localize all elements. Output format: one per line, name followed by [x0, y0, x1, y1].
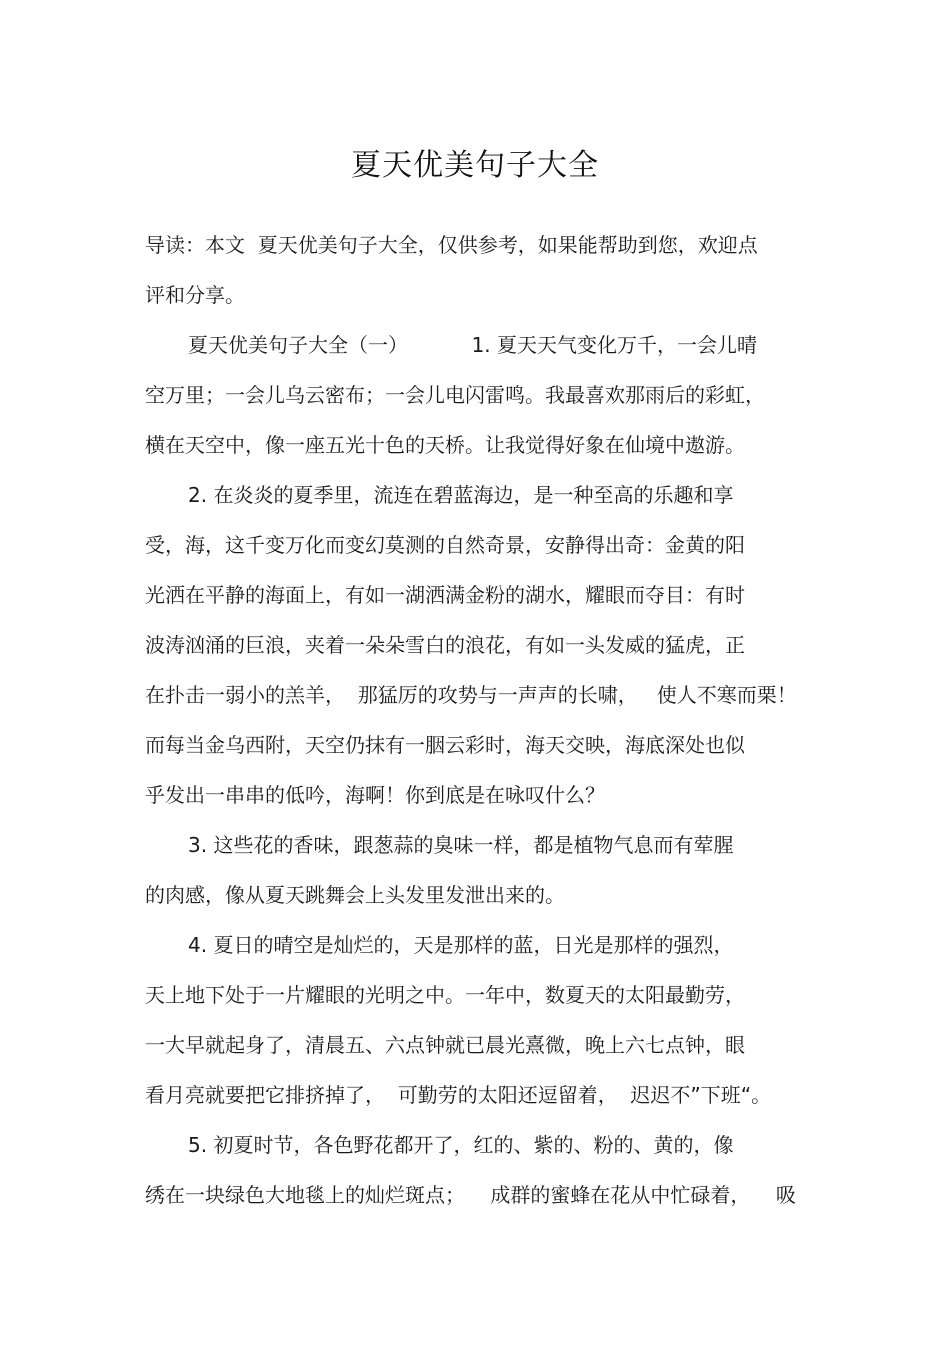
paragraph-line: 乎发出一串串的低吟，海啊！你到底是在咏叹什么？ [145, 783, 605, 807]
paragraph-line: 绣在一块绿色大地毯上的灿烂斑点； 成群的蜜蜂在花从中忙碌着， 吸 [145, 1183, 796, 1207]
paragraph-line: 看月亮就要把它排挤掉了， 可勤劳的太阳还逗留着， 迟迟不”下班“。 [145, 1083, 772, 1107]
paragraph-line: 夏天优美句子大全（一） 1. 夏天天气变化万千，一会儿晴 [188, 333, 758, 357]
paragraph-line: 2. 在炎炎的夏季里，流连在碧蓝海边，是一种至高的乐趣和享 [188, 483, 734, 507]
paragraph-line: 一大早就起身了，清晨五、六点钟就已晨光熹微，晚上六七点钟，眼 [145, 1033, 745, 1057]
paragraph-line: 横在天空中，像一座五光十色的天桥。让我觉得好象在仙境中遨游。 [145, 433, 745, 457]
paragraph-line: 4. 夏日的晴空是灿烂的，天是那样的蓝，日光是那样的强烈， [188, 933, 734, 957]
paragraph-line: 而每当金乌西附，天空仍抹有一胭云彩时，海天交映，海底深处也似 [145, 733, 745, 757]
paragraph-line: 5. 初夏时节，各色野花都开了，红的、紫的、粉的、黄的，像 [188, 1133, 734, 1157]
page-title: 夏天优美句子大全 [351, 148, 599, 183]
paragraph-line: 3. 这些花的香味，跟葱蒜的臭味一样，都是植物气息而有荤腥 [188, 833, 734, 857]
paragraph-line: 光洒在平静的海面上，有如一湖洒满金粉的湖水，耀眼而夺目：有时 [145, 583, 745, 607]
paragraph-line: 在扑击一弱小的羔羊， 那猛厉的攻势与一声声的长啸， 使人不寒而栗！ [145, 683, 797, 707]
paragraph-line: 的肉感，像从夏天跳舞会上头发里发泄出来的。 [145, 883, 565, 907]
paragraph-line: 受，海，这千变万化而变幻莫测的自然奇景，安静得出奇：金黄的阳 [145, 533, 745, 557]
intro-line-1: 导读：本文 夏天优美句子大全，仅供参考，如果能帮助到您，欢迎点 [145, 233, 758, 257]
intro-line-2: 评和分享。 [145, 283, 245, 307]
paragraph-line: 波涛汹涌的巨浪，夹着一朵朵雪白的浪花，有如一头发威的猛虎，正 [145, 633, 745, 657]
paragraph-line: 天上地下处于一片耀眼的光明之中。一年中，数夏天的太阳最勤劳， [145, 983, 745, 1007]
paragraph-line: 空万里；一会儿乌云密布；一会儿电闪雷鸣。我最喜欢那雨后的彩虹， [145, 383, 765, 407]
